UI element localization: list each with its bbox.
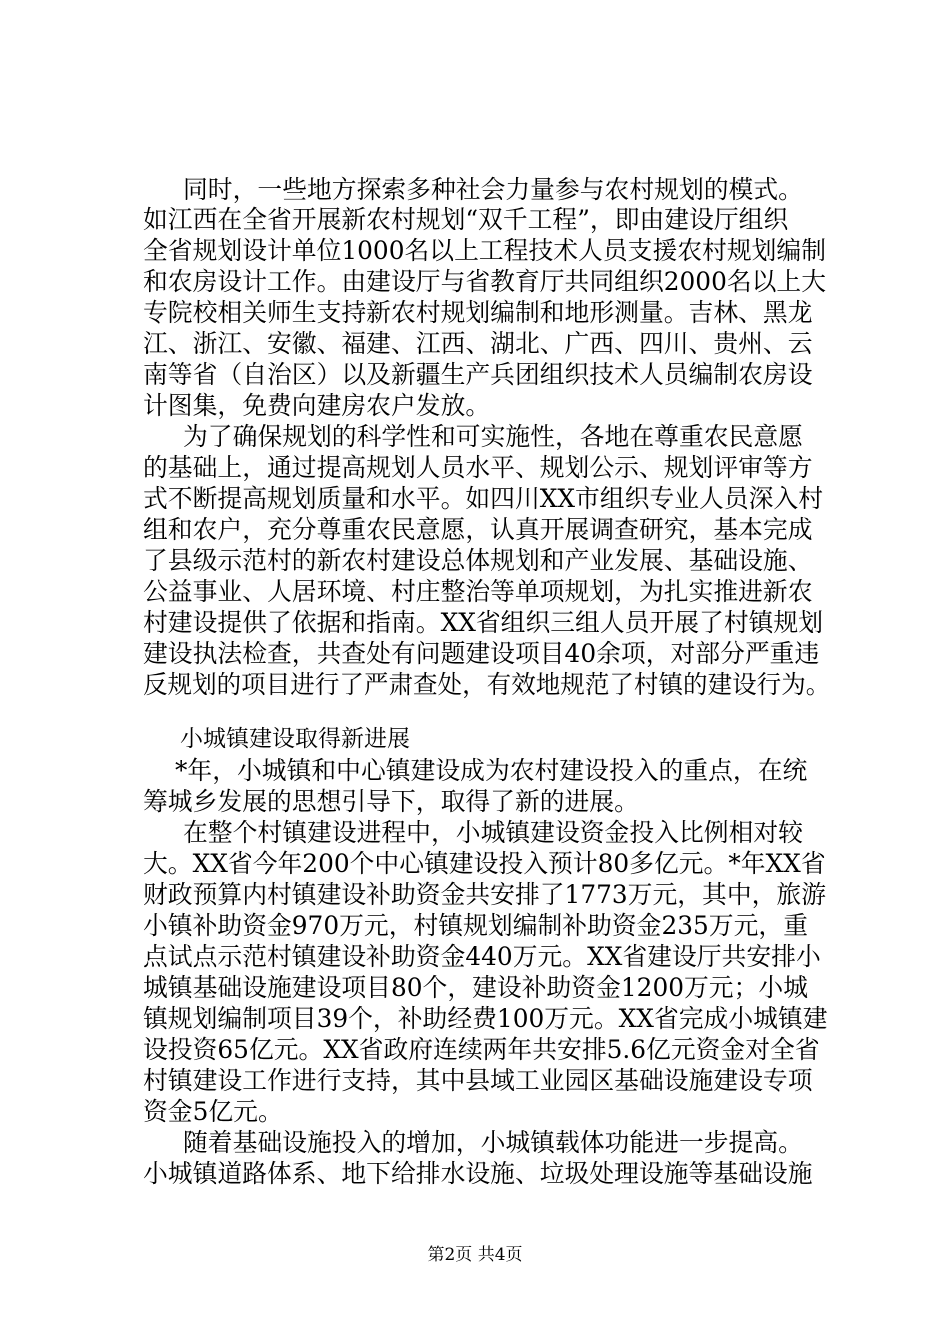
- paragraph-line: 村建设提供了依据和指南。XX省组织三组人员开展了村镇规划: [143, 608, 824, 637]
- paragraph-line: 公益事业、人居环境、村庄整治等单项规划，为扎实推进新农: [143, 577, 813, 606]
- paragraph-line: 村镇建设工作进行支持，其中县域工业园区基础设施建设专项: [143, 1066, 813, 1095]
- paragraph-line: 资金5亿元。: [143, 1097, 283, 1126]
- paragraph-line: 大。XX省今年200个中心镇建设投入预计80多亿元。*年XX省: [143, 849, 826, 878]
- paragraph-line: 在整个村镇建设进程中，小城镇建设资金投入比例相对较: [183, 818, 803, 847]
- paragraph-line: 同时，一些地方探索多种社会力量参与农村规划的模式。: [183, 175, 803, 204]
- paragraph-line: 设投资65亿元。XX省政府连续两年共安排5.6亿元资金对全省: [143, 1035, 820, 1064]
- paragraph-line: 和农房设计工作。由建设厅与省教育厅共同组织2000名以上大: [143, 267, 827, 296]
- paragraph-line: 财政预算内村镇建设补助资金共安排了1773万元，其中，旅游: [143, 880, 827, 909]
- paragraph-line: 小城镇道路体系、地下给排水设施、垃圾处理设施等基础设施: [143, 1159, 813, 1188]
- paragraph-line: 专院校相关师生支持新农村规划编制和地形测量。吉林、黑龙: [143, 298, 813, 327]
- paragraph-line: 南等省（自治区）以及新疆生产兵团组织技术人员编制农房设: [143, 360, 813, 389]
- paragraph-line: 城镇基础设施建设项目80个，建设补助资金1200万元；小城: [143, 973, 808, 1002]
- page-footer: 第2页 共4页: [427, 1245, 523, 1265]
- paragraph-line: 小镇补助资金970万元，村镇规划编制补助资金235万元，重: [143, 911, 808, 940]
- paragraph-line: 随着基础设施投入的增加，小城镇载体功能进一步提高。: [183, 1128, 803, 1157]
- paragraph-line: 江、浙江、安徽、福建、江西、湖北、广西、四川、贵州、云: [143, 329, 813, 358]
- paragraph-line: *年，小城镇和中心镇建设成为农村建设投入的重点，在统: [175, 756, 808, 785]
- paragraph-line: 点试点示范村镇建设补助资金440万元。XX省建设厅共安排小: [143, 942, 821, 971]
- paragraph-line: 镇规划编制项目39个，补助经费100万元。XX省完成小城镇建: [143, 1004, 828, 1033]
- paragraph-line: 为了确保规划的科学性和可实施性，各地在尊重农民意愿: [183, 422, 803, 451]
- paragraph-line: 式不断提高规划质量和水平。如四川XX市组织专业人员深入村: [143, 484, 824, 513]
- section-heading: 小城镇建设取得新进展: [180, 726, 410, 752]
- paragraph-line: 计图集，免费向建房农户发放。: [143, 391, 491, 420]
- paragraph-line: 组和农户，充分尊重农民意愿，认真开展调查研究，基本完成: [143, 515, 813, 544]
- paragraph-line: 全省规划设计单位1000名以上工程技术人员支援农村规划编制: [143, 236, 827, 265]
- paragraph-line: 筹城乡发展的思想引导下，取得了新的进展。: [143, 787, 639, 816]
- paragraph-line: 建设执法检查，共查处有问题建设项目40余项，对部分严重违: [143, 639, 820, 668]
- paragraph-line: 如江西在全省开展新农村规划“双千工程”，即由建设厅组织: [143, 205, 789, 234]
- paragraph-line: 的基础上，通过提高规划人员水平、规划公示、规划评审等方: [143, 453, 813, 482]
- paragraph-line: 了县级示范村的新农村建设总体规划和产业发展、基础设施、: [143, 546, 813, 575]
- paragraph-line: 反规划的项目进行了严肃查处，有效地规范了村镇的建设行为。: [143, 670, 831, 699]
